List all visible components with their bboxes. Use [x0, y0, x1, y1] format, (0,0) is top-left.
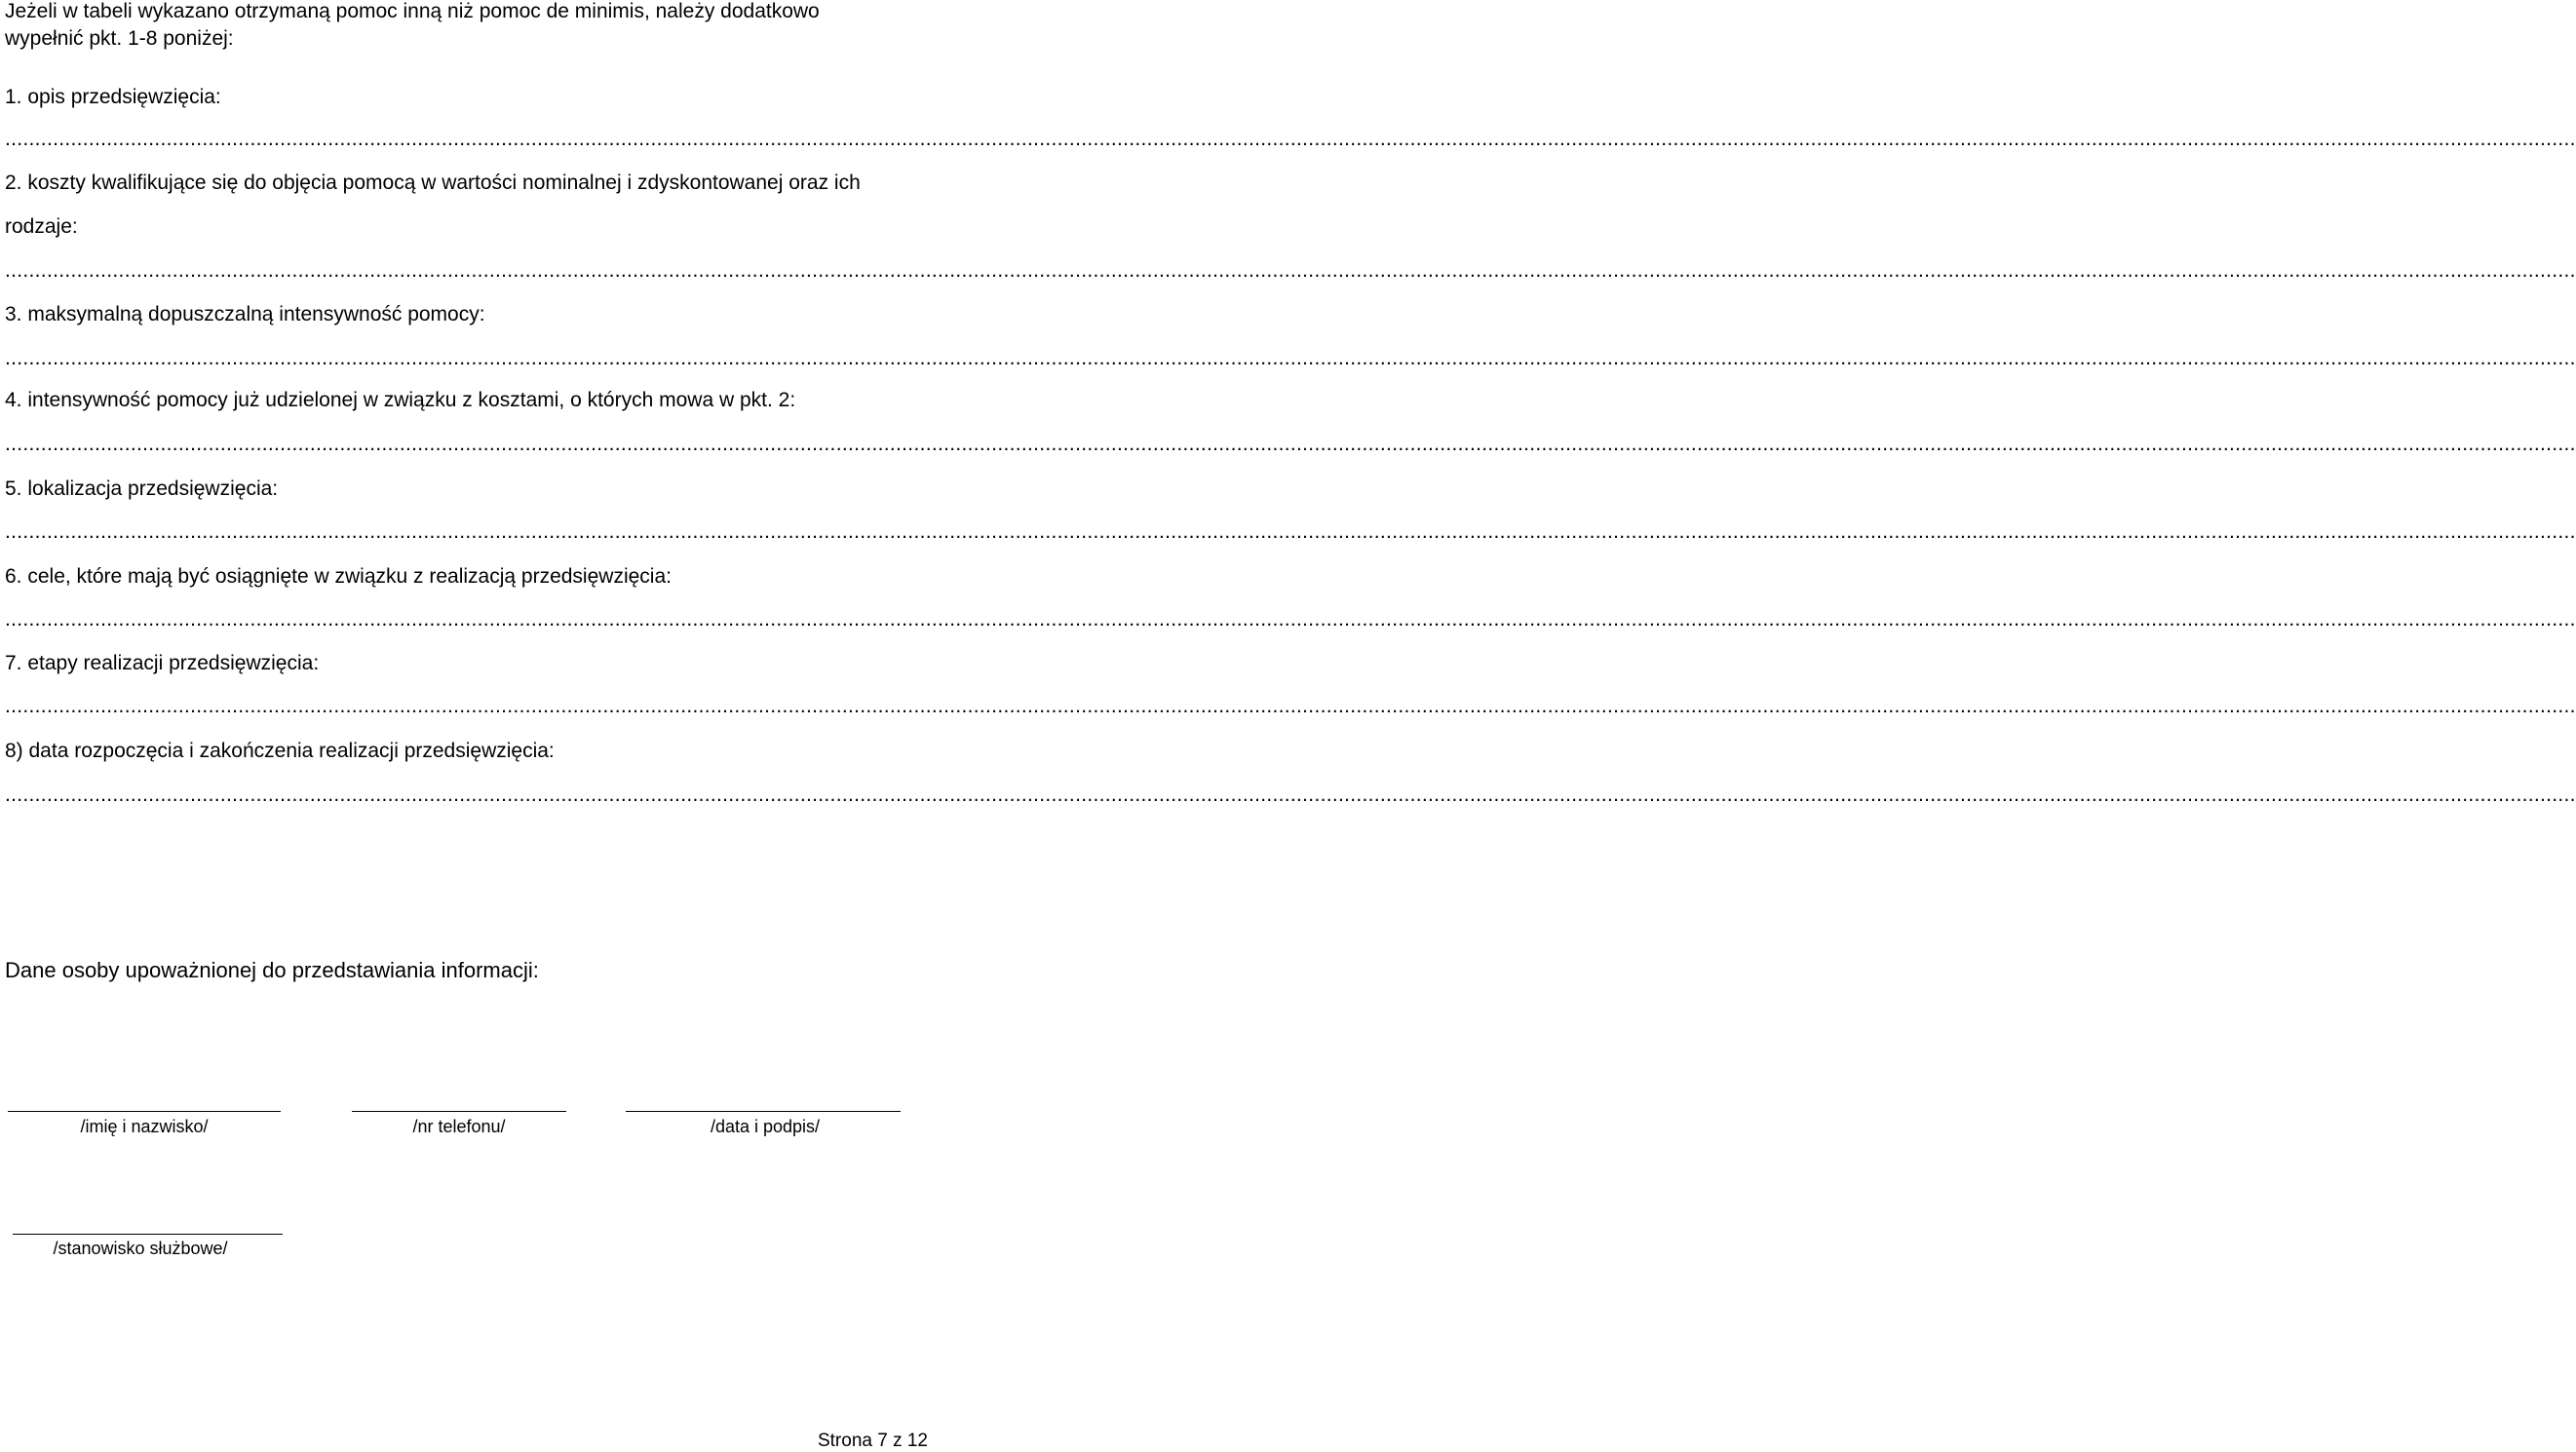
- item-7-label: 7. etapy realizacji przedsięwzięcia:: [5, 652, 320, 674]
- date-signature-line[interactable]: [626, 1111, 901, 1112]
- item-2-dotted-field[interactable]: ..............................................................................................................................................................................................................................................................................................................................................................................................................................................: [5, 259, 2576, 282]
- item-2-label-continued: rodzaje:: [5, 215, 78, 238]
- item-5-dotted-field[interactable]: ..............................................................................................................................................................................................................................................................................................................................................................................................................................................: [5, 520, 2576, 543]
- phone-label: /nr telefonu/: [412, 1117, 506, 1136]
- item-2-label: 2. koszty kwalifikujące się do objęcia pomocą w wartości nominalnej i zdyskontowanej oraz ich: [5, 172, 861, 194]
- name-signature-line[interactable]: [8, 1111, 281, 1112]
- item-1-label: 1. opis przedsięwzięcia:: [5, 86, 221, 108]
- position-label: /stanowisko służbowe/: [53, 1239, 228, 1258]
- item-3-dotted-field[interactable]: ..............................................................................................................................................................................................................................................................................................................................................................................................................................................: [5, 347, 2576, 369]
- item-4-label: 4. intensywność pomocy już udzielonej w związku z kosztami, o których mowa w pkt. 2:: [5, 389, 796, 411]
- phone-signature-line[interactable]: [352, 1111, 566, 1112]
- item-1-dotted-field[interactable]: ..............................................................................................................................................................................................................................................................................................................................................................................................................................................: [5, 128, 2576, 150]
- item-8-label: 8) data rozpoczęcia i zakończenia realizacji przedsięwzięcia:: [5, 740, 555, 762]
- item-8-dotted-field[interactable]: ..............................................................................................................................................................................................................................................................................................................................................................................................................................................: [5, 783, 2576, 806]
- page-number: Strona 7 z 12: [817, 1431, 928, 1451]
- intro-line-1: Jeżeli w tabeli wykazano otrzymaną pomoc inną niż pomoc de minimis, należy dodatkowo: [5, 0, 820, 22]
- item-6-dotted-field[interactable]: ..............................................................................................................................................................................................................................................................................................................................................................................................................................................: [5, 608, 2576, 630]
- item-6-label: 6. cele, które mają być osiągnięte w związku z realizacją przedsięwzięcia:: [5, 565, 672, 588]
- item-3-label: 3. maksymalną dopuszczalną intensywność pomocy:: [5, 303, 485, 325]
- intro-line-2: wypełnić pkt. 1-8 poniżej:: [5, 27, 234, 50]
- item-5-label: 5. lokalizacja przedsięwzięcia:: [5, 478, 279, 500]
- name-label: /imię i nazwisko/: [80, 1117, 209, 1136]
- item-7-dotted-field[interactable]: ..............................................................................................................................................................................................................................................................................................................................................................................................................................................: [5, 695, 2576, 717]
- authorized-person-heading: Dane osoby upoważnionej do przedstawiania informacji:: [5, 958, 539, 982]
- position-signature-line[interactable]: [13, 1234, 283, 1235]
- item-4-dotted-field[interactable]: ..............................................................................................................................................................................................................................................................................................................................................................................................................................................: [5, 433, 2576, 455]
- date-signature-label: /data i podpis/: [710, 1117, 821, 1136]
